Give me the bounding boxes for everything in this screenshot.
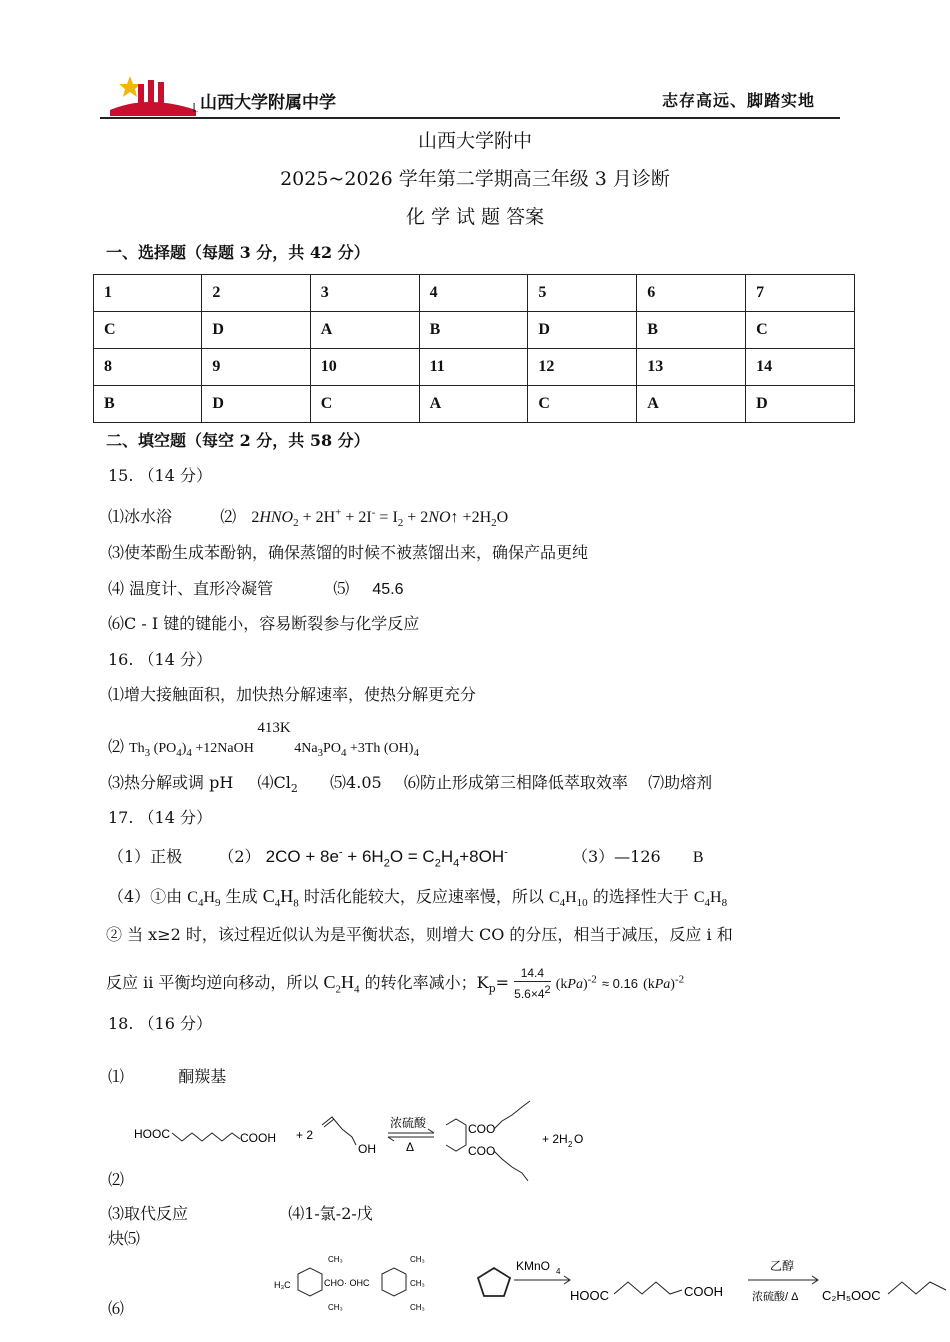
table-cell: B [94,386,202,423]
svg-text:COO: COO [468,1144,496,1158]
school-logo [108,70,198,116]
svg-text:CH₃: CH₃ [328,1303,343,1312]
svg-text:+ 2H: + 2H [542,1132,568,1146]
q17-fraction: $\frac{14.4}{5.6\times 4^2}$ [514,966,551,1001]
q15-line1 [108,504,508,529]
school-motto: 志存高远、脚踏实地 [662,91,816,110]
q16-line2 [108,720,419,759]
q16-a6: ⑹防止形成第三相降低萃取效率 [403,773,628,792]
q17-a2-label: （2） [218,847,261,866]
table-cell: D [202,312,310,349]
table-cell: B [637,312,746,349]
svg-text:CH₃: CH₃ [328,1255,343,1264]
logo-text [192,100,198,116]
q15-head: 15. （14 分） [108,466,212,485]
q18-a1: 酮羰基 [178,1067,227,1086]
svg-text:H₃C: H₃C [274,1280,291,1290]
q17-line3: ② 当 x≥2 时，该过程近似认为是平衡状态，则增大 CO 的分压，相当于减压，反应 i 和 [106,925,733,944]
esterification-reaction [130,1095,610,1185]
q15-equation: $2HNO_2 + 2H^+ + 2I^- = I_2$ + 2NO↑ $+2H_2O$ [251,506,509,530]
q17-a3: （3）—126 [571,847,661,866]
table-cell: 14 [746,349,855,386]
school-name: 山西大学附属中学 [200,93,336,113]
table-row [94,349,855,386]
q16-head: 16. （14 分） [108,650,212,669]
q18-a4: ⑷1-氯-2-戊 [288,1204,373,1223]
table-cell: A [310,312,419,349]
table-cell: 2 [202,275,310,312]
table-cell: A [419,386,528,423]
rx-cond-bottom: Δ [406,1140,415,1154]
q17-line1 [108,844,704,869]
q16-condition: 413K [257,720,291,736]
q15-a2-label: ⑵ [220,507,237,526]
q17-equation: $2CO + 8e^- + 6H_2O = C_2H_4+8OH^-$ [265,846,508,870]
q18-line1: ⑴ 酮羰基 [108,1067,227,1086]
q18-a3: ⑶取代反应 [108,1204,189,1223]
table-cell: C [310,386,419,423]
q18-a6-label: ⑹ [108,1299,125,1318]
svg-text:CH₃: CH₃ [410,1255,425,1264]
q17-line2: （4）①由 $C_4H_9$ 生成 $C_4H_8$ 时活化能较大，反应速率慢，所以 $C_4H_{10}$ 的选择性大于 $C_4H_8$ [108,886,728,910]
table-cell: 4 [419,275,528,312]
table-cell: 7 [746,275,855,312]
q16-a4: ⑷Cl [257,773,291,792]
q18-head: 18. （16 分） [108,1014,212,1033]
table-cell: B [419,312,528,349]
q15-line4 [108,576,404,599]
svg-text:COO: COO [468,1122,496,1136]
svg-text:+ 2: + 2 [296,1128,314,1142]
table-cell: 12 [528,349,637,386]
table-cell: 1 [94,275,202,312]
q15-a1: ⑴冰水浴 [108,507,173,526]
q16-a1: ⑴增大接触面积，加快热分解速率，使热分解更充分 [108,685,477,704]
table-row [94,275,855,312]
svg-text:OH: OH [358,1142,376,1156]
table-cell: D [528,312,637,349]
svg-text:CHO· OHC: CHO· OHC [324,1278,370,1288]
q16-a3: ⑶热分解或调 pH [108,773,234,792]
table-cell: 10 [310,349,419,386]
table-cell: 13 [637,349,746,386]
table-cell: 5 [528,275,637,312]
table-cell: D [746,386,855,423]
section-choice-title: 一、选择题（每题 3 分，共 42 分） [106,243,370,262]
q15-a5-value: 45.6 [372,581,404,598]
q16-a7: ⑺助熔剂 [648,773,713,792]
table-cell: 11 [419,349,528,386]
acid-cond-label: 浓硫酸/ Δ [752,1291,799,1303]
table-cell: A [637,386,746,423]
svg-text:HOOC: HOOC [570,1288,609,1303]
q15-a3: ⑶使苯酚生成苯酚钠，确保蒸馏的时候不被蒸馏出来，确保产品更纯 [108,543,589,562]
table-cell: 3 [310,275,419,312]
table-cell: 9 [202,349,310,386]
q17-a1: （1）正极 [108,847,183,866]
table-cell: C [746,312,855,349]
table-row [94,312,855,349]
table-cell: 8 [94,349,202,386]
svg-text:HOOC: HOOC [134,1127,170,1141]
q17-head: 17. （14 分） [108,808,212,827]
table-cell: C [94,312,202,349]
svg-text:CH₃: CH₃ [410,1279,425,1288]
q17-a3b: B [692,849,704,866]
q15-a4: ⑷ 温度计、直形冷凝管 [108,579,274,598]
svg-text:COOH: COOH [684,1284,723,1299]
svg-text:2: 2 [568,1140,573,1149]
q15-a5-label: ⑸ [333,579,350,598]
table-cell: C [528,386,637,423]
table-cell: 6 [637,275,746,312]
svg-text:COOH: COOH [240,1131,276,1145]
section-fill-title: 二、填空题（每空 2 分，共 58 分） [106,431,370,450]
q18-a4b: 炔⑸ [108,1229,141,1248]
table-cell: D [202,386,310,423]
q16-a5: ⑸4.05 [330,773,382,792]
title-exam: 2025~2026 学年第二学期高三年级 3 月诊断 [280,168,670,190]
ethanol-label: 乙醇 [770,1259,795,1273]
svg-text:O: O [574,1132,584,1146]
q16-line3: ⑶热分解或调 pH $⑷Cl_2$ ⑸4.05 ⑹防止形成第三相降低萃取效率 ⑺助熔剂 [108,773,713,796]
svg-text:4: 4 [556,1267,561,1276]
q18-line3 [108,1201,373,1224]
q17-line4: 反应 ii 平衡均逆向移动，所以 $C_2H_4$ 的转化率减小；$K_p=$ $\frac{14.4}{5.6\times 4^2}$ (kPa)$^{-2}$ ≈ 0.16 (kPa)$^{-2}$ [106,966,685,1001]
q16-a2-label: ⑵ [108,737,125,756]
q16-equation: $Th_3$ $(PO_4)_4$ +12NaOH 413K $4Na_3PO_4 +3Th$ $(OH)_4$ [129,720,419,759]
rx-cond-top: 浓硫酸 [390,1116,427,1130]
answer-table [93,274,855,423]
q15-a6: ⑹C - I 键的键能小，容易断裂参与化学反应 [108,614,420,633]
kmno4-label: KMnO [516,1259,551,1273]
synthesis-route [270,1250,950,1320]
q18-a2-label: ⑵ [108,1170,125,1189]
svg-text:C₂H₅OOC: C₂H₅OOC [822,1288,881,1303]
table-row [94,386,855,423]
header-rule [100,117,840,119]
title-school: 山西大学附中 [417,130,532,152]
title-subject: 化 学 试 题 答案 [405,206,545,228]
svg-text:CH₃: CH₃ [410,1303,425,1312]
